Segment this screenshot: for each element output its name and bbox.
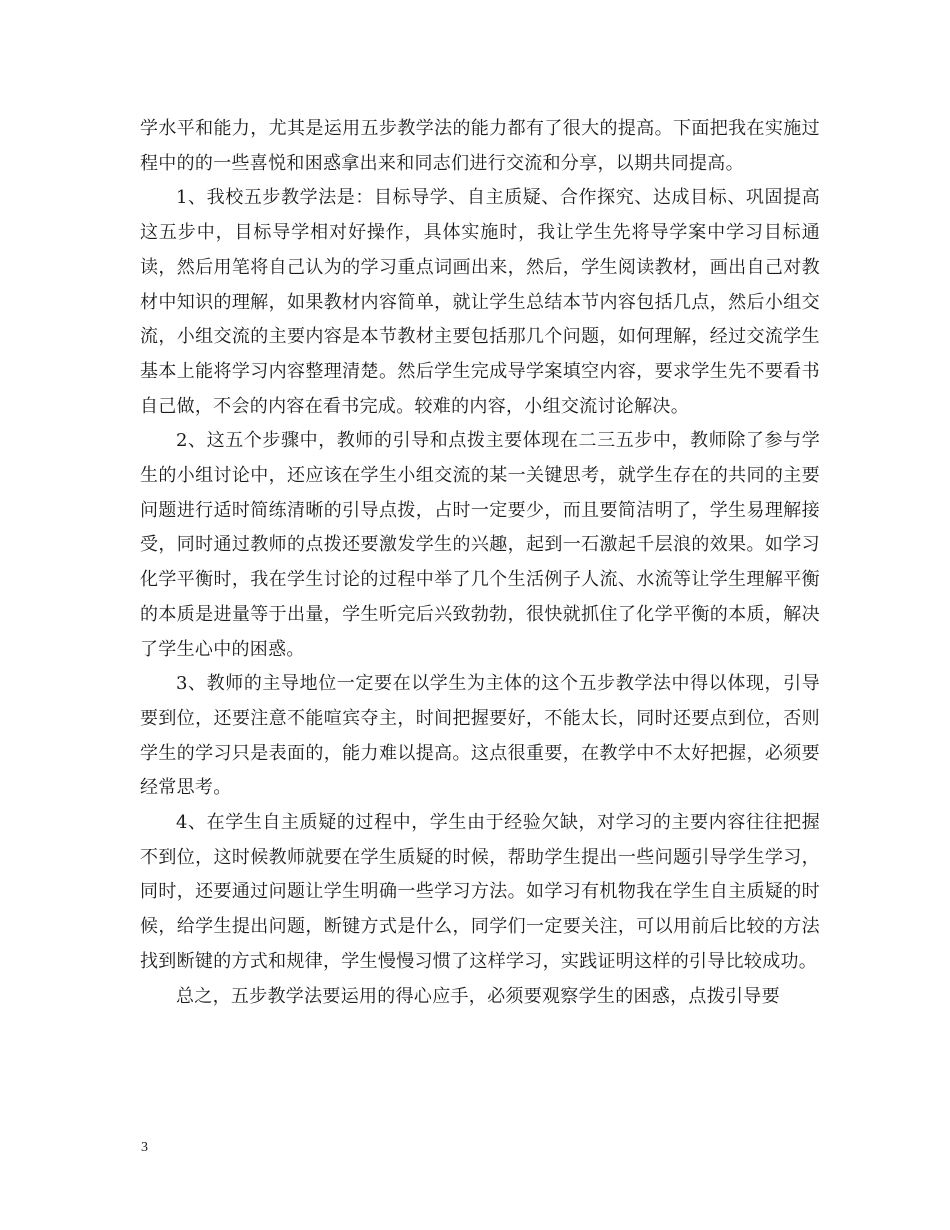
document-body xyxy=(140,112,820,1014)
paragraph-point-4: 4、在学生自主质疑的过程中，学生由于经验欠缺，对学习的主要内容往往把握不到位，这时候教师就要在学生质疑的时候，帮助学生提出一些问题引导学生学习，同时，还要通过问题让学生明确一些学习方法。如学习有机物我在学生自主质疑的时候，给学生提出问题，断键方式是什么，同学们一定要关注，可以用前后比较的方法找到断键的方式和规律，学生慢慢习惯了这样学习，实践证明这样的引导比较成功。 xyxy=(140,812,820,972)
paragraph-point-2: 2、这五个步骤中，教师的引导和点拨主要体现在二三五步中，教师除了参与学生的小组讨论中，还应该在学生小组交流的某一关键思考，就学生存在的共同的主要问题进行适时简练清晰的引导点拨，占时一定要少，而且要简洁明了，学生易理解接受，同时通过教师的点拨还要激发学生的兴趣，起到一石激起千层浪的效果。如学习化学平衡时，我在学生讨论的过程中举了几个生活例子人流、水流等让学生理解平衡的本质是进量等于出量，学生听完后兴致勃勃，很快就抓住了化学平衡的本质，解决了学生心中的困惑。 xyxy=(140,430,820,660)
page-number: 3 xyxy=(141,1140,148,1155)
paragraph-point-3: 3、教师的主导地位一定要在以学生为主体的这个五步教学法中得以体现，引导要到位，还要注意不能喧宾夺主，时间把握要好，不能太长，同时还要点到位，否则学生的学习只是表面的，能力难以提高。这点很重要，在教学中不太好把握，必须要经常思考。 xyxy=(140,673,820,799)
paragraph-summary: 总之，五步教学法要运用的得心应手，必须要观察学生的困惑，点拨引导要 xyxy=(176,985,780,1007)
paragraph-continuation: 学水平和能力，尤其是运用五步教学法的能力都有了很大的提高。下面把我在实施过程中的的一些喜悦和困惑拿出来和同志们进行交流和分享，以期共同提高。 xyxy=(140,118,820,174)
paragraph-point-1: 1、我校五步教学法是：目标导学、自主质疑、合作探究、达成目标、巩固提高这五步中，目标导学相对好操作，具体实施时，我让学生先将导学案中学习目标通读，然后用笔将自己认为的学习重点词画出来，然后，学生阅读教材，画出自己对教材中知识的理解，如果教材内容简单，就让学生总结本节内容包括几点，然后小组交流，小组交流的主要内容是本节教材主要包括那几个问题，如何理解，经过交流学生基本上能将学习内容整理清楚。然后学生完成导学案填空内容，要求学生先不要看书自己做，不会的内容在看书完成。较难的内容，小组交流讨论解决。 xyxy=(140,187,820,417)
